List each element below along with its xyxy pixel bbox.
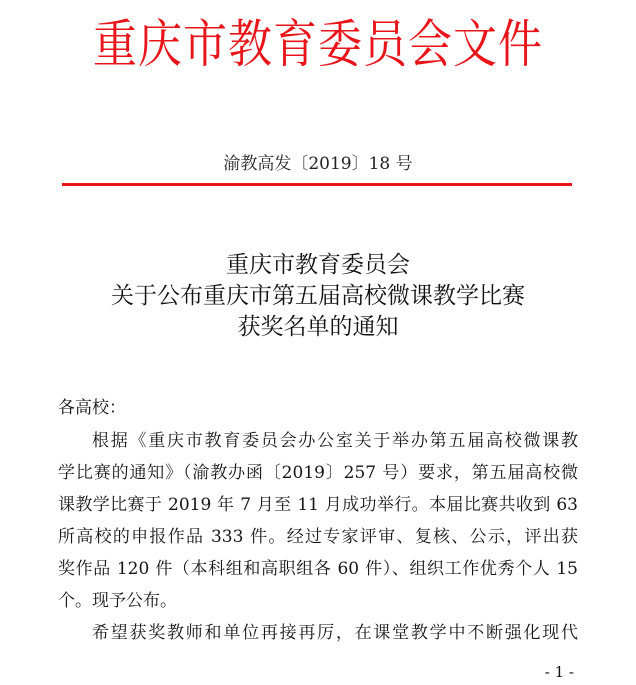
- body-line: 所高校的申报作品 333 件。经过专家评审、复核、公示，评出获: [58, 527, 578, 547]
- body-text: [58, 425, 578, 649]
- notice-title: [0, 250, 636, 343]
- notice-title-line: 重庆市教育委员会: [226, 252, 410, 278]
- body-line: 希望获奖教师和单位再接再厉，在课堂教学中不断强化现代: [92, 623, 578, 643]
- notice-title-line: 关于公布重庆市第五届高校微课教学比赛: [111, 283, 525, 309]
- body-line: 个。现予公布。: [58, 591, 177, 611]
- page-number: - 1 -: [544, 663, 574, 681]
- body-line: 根据《重庆市教育委员会办公室关于举办第五届高校微课教: [92, 431, 578, 451]
- body-line: 课教学比赛于 2019 年 7 月至 11 月成功举行。本届比赛共收到 63: [58, 495, 578, 515]
- body-line: 奖作品 120 件（本科组和高职组各 60 件）、组织工作优秀个人 15: [58, 559, 578, 579]
- body-line: 学比赛的通知》（渝教办函〔2019〕257 号）要求，第五届高校微: [58, 463, 578, 483]
- document-header-title: 重庆市教育委员会文件: [93, 14, 543, 75]
- notice-title-line: 获奖名单的通知: [237, 314, 399, 340]
- salutation: 各高校：: [58, 398, 126, 418]
- document-number: 渝教高发〔2019〕18 号: [223, 154, 413, 174]
- header-red-rule: [62, 183, 572, 186]
